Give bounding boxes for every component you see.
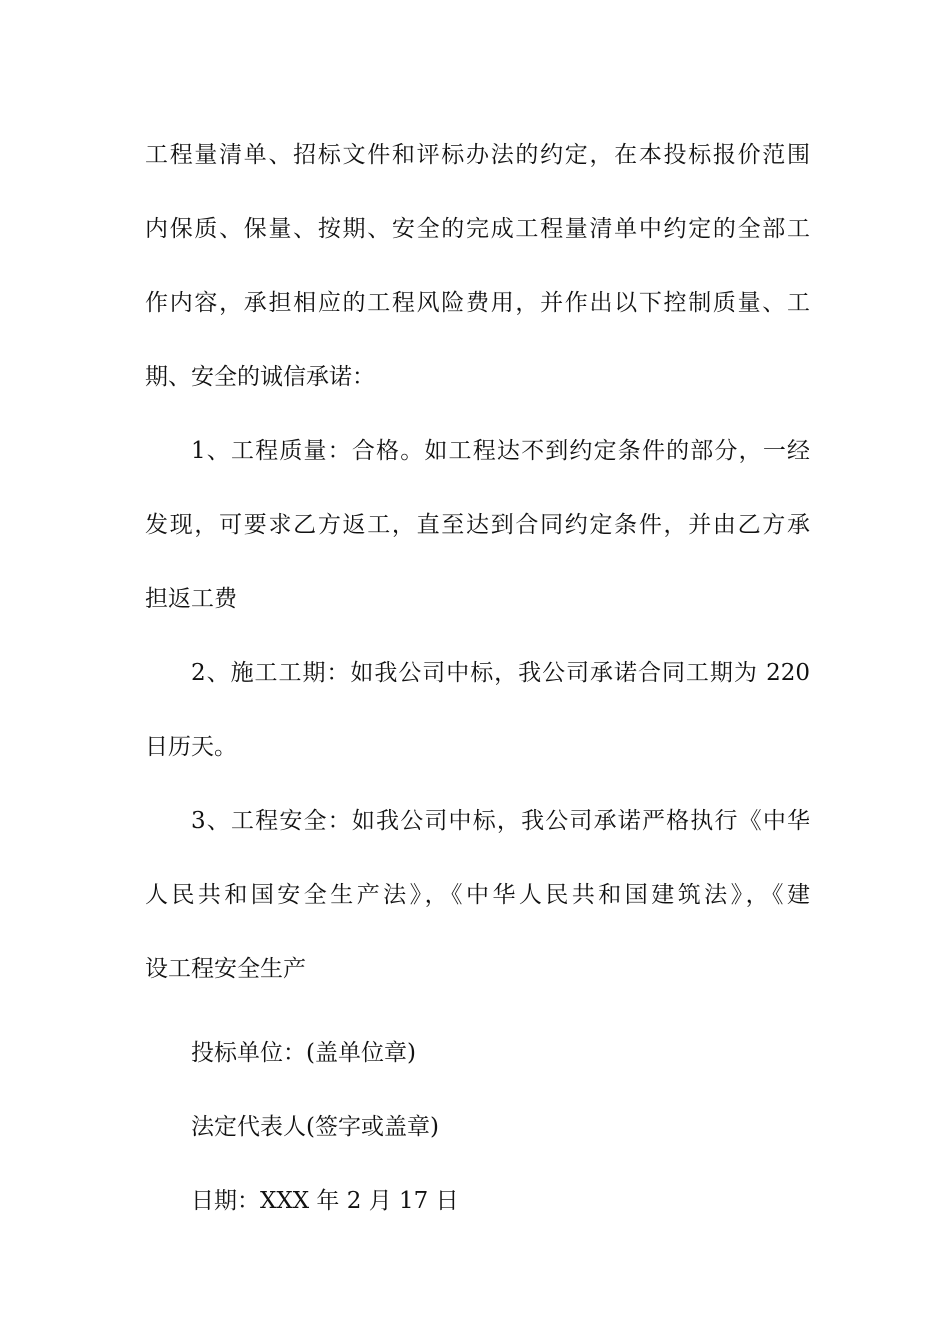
item1-line-3: 担返工费 (145, 586, 237, 612)
item1-line-2: 发现，可要求乙方返工，直至达到合同约定条件，并由乙方承 (145, 512, 810, 538)
item2-line-2: 日历天。 (145, 734, 237, 760)
intro-line-2: 内保质、保量、按期、安全的完成工程量清单中约定的全部工 (145, 216, 810, 242)
item3-line-3: 设工程安全生产 (145, 956, 306, 982)
item3-line-1: 3、工程安全：如我公司中标，我公司承诺严格执行《中华 (191, 808, 810, 834)
date-line: 日期：XXX 年 2 月 17 日 (191, 1188, 459, 1214)
intro-line-1: 工程量清单、招标文件和评标办法的约定，在本投标报价范围 (145, 142, 810, 168)
intro-line-3: 作内容，承担相应的工程风险费用，并作出以下控制质量、工 (145, 290, 810, 316)
item1-line-1: 1、工程质量：合格。如工程达不到约定条件的部分，一经 (191, 438, 810, 464)
item3-line-2: 人民共和国安全生产法》，《中华人民共和国建筑法》，《建 (145, 882, 810, 908)
commitment-body (145, 118, 810, 1006)
bidder-signature-line: 投标单位：(盖单位章) (191, 1040, 416, 1066)
legal-representative-line: 法定代表人(签字或盖章) (191, 1114, 439, 1140)
item2-line-1: 2、施工工期：如我公司中标，我公司承诺合同工期为 220 (191, 660, 810, 686)
intro-line-4: 期、安全的诚信承诺： (145, 364, 375, 390)
